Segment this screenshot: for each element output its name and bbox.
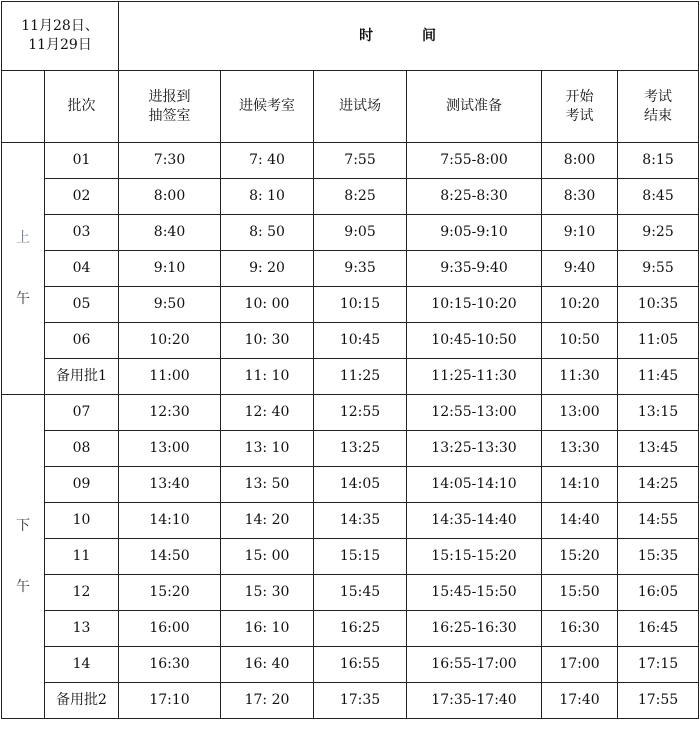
header-batch: 批次 bbox=[45, 71, 119, 143]
header-row bbox=[2, 71, 699, 143]
cell-start: 15:50 bbox=[542, 575, 618, 611]
cell-end: 9:55 bbox=[618, 251, 699, 287]
cell-start: 9:10 bbox=[542, 215, 618, 251]
cell-prep: 14:05-14:10 bbox=[407, 467, 542, 503]
cell-venue: 9:35 bbox=[314, 251, 407, 287]
cell-batch: 备用批2 bbox=[45, 683, 119, 719]
cell-end: 16:05 bbox=[618, 575, 699, 611]
period-afternoon bbox=[2, 395, 45, 719]
cell-waiting: 8: 10 bbox=[221, 179, 314, 215]
date-line-1: 11月28日、 bbox=[21, 18, 99, 34]
header-report-line-1: 进报到 bbox=[148, 88, 191, 105]
header-blank bbox=[2, 71, 45, 143]
cell-venue: 9:05 bbox=[314, 215, 407, 251]
cell-report: 9:50 bbox=[119, 287, 221, 323]
cell-report: 13:40 bbox=[119, 467, 221, 503]
cell-start: 9:40 bbox=[542, 251, 618, 287]
cell-prep: 16:55-17:00 bbox=[407, 647, 542, 683]
header-prep: 测试准备 bbox=[407, 71, 542, 143]
cell-report: 15:20 bbox=[119, 575, 221, 611]
cell-start: 13:00 bbox=[542, 395, 618, 431]
cell-waiting: 10: 00 bbox=[221, 287, 314, 323]
cell-prep: 7:55-8:00 bbox=[407, 143, 542, 179]
cell-venue: 16:25 bbox=[314, 611, 407, 647]
header-start-line-1: 开始 bbox=[565, 88, 594, 105]
table-row bbox=[2, 575, 699, 611]
cell-prep: 11:25-11:30 bbox=[407, 359, 542, 395]
header-end-line-1: 考试 bbox=[644, 88, 673, 105]
date-cell bbox=[2, 2, 119, 71]
table-row bbox=[2, 323, 699, 359]
cell-start: 17:00 bbox=[542, 647, 618, 683]
cell-venue: 17:35 bbox=[314, 683, 407, 719]
cell-start: 10:50 bbox=[542, 323, 618, 359]
cell-batch: 06 bbox=[45, 323, 119, 359]
cell-venue: 10:15 bbox=[314, 287, 407, 323]
header-report bbox=[119, 71, 221, 143]
cell-batch: 07 bbox=[45, 395, 119, 431]
cell-start: 14:40 bbox=[542, 503, 618, 539]
cell-end: 15:35 bbox=[618, 539, 699, 575]
cell-batch: 03 bbox=[45, 215, 119, 251]
header-report-line-2: 抽签室 bbox=[148, 107, 191, 124]
cell-report: 13:00 bbox=[119, 431, 221, 467]
cell-batch: 10 bbox=[45, 503, 119, 539]
cell-end: 13:45 bbox=[618, 431, 699, 467]
cell-venue: 15:45 bbox=[314, 575, 407, 611]
cell-prep: 12:55-13:00 bbox=[407, 395, 542, 431]
cell-venue: 14:05 bbox=[314, 467, 407, 503]
cell-report: 8:40 bbox=[119, 215, 221, 251]
period-gap bbox=[2, 536, 44, 578]
time-title: 时 间 bbox=[119, 2, 699, 71]
cell-start: 15:20 bbox=[542, 539, 618, 575]
title-row bbox=[2, 2, 699, 71]
cell-end: 11:45 bbox=[618, 359, 699, 395]
cell-report: 16:00 bbox=[119, 611, 221, 647]
cell-batch: 12 bbox=[45, 575, 119, 611]
table-row bbox=[2, 179, 699, 215]
table-row bbox=[2, 683, 699, 719]
period-afternoon-char-2: 午 bbox=[16, 578, 30, 595]
cell-batch: 08 bbox=[45, 431, 119, 467]
cell-waiting: 9: 20 bbox=[221, 251, 314, 287]
schedule-table bbox=[1, 1, 699, 719]
cell-end: 14:25 bbox=[618, 467, 699, 503]
cell-end: 9:25 bbox=[618, 215, 699, 251]
cell-end: 17:55 bbox=[618, 683, 699, 719]
cell-waiting: 13: 50 bbox=[221, 467, 314, 503]
cell-waiting: 7: 40 bbox=[221, 143, 314, 179]
table-row bbox=[2, 251, 699, 287]
cell-venue: 11:25 bbox=[314, 359, 407, 395]
cell-batch: 13 bbox=[45, 611, 119, 647]
cell-end: 13:15 bbox=[618, 395, 699, 431]
table-row bbox=[2, 647, 699, 683]
cell-end: 16:45 bbox=[618, 611, 699, 647]
cell-prep: 14:35-14:40 bbox=[407, 503, 542, 539]
header-start bbox=[542, 71, 618, 143]
cell-waiting: 16: 10 bbox=[221, 611, 314, 647]
date-line-2: 11月29日 bbox=[28, 37, 92, 53]
cell-waiting: 11: 10 bbox=[221, 359, 314, 395]
cell-venue: 10:45 bbox=[314, 323, 407, 359]
cell-venue: 7:55 bbox=[314, 143, 407, 179]
cell-end: 17:15 bbox=[618, 647, 699, 683]
cell-report: 12:30 bbox=[119, 395, 221, 431]
header-start-line-2: 考试 bbox=[565, 107, 594, 124]
period-morning-char-2: 午 bbox=[16, 290, 30, 307]
header-venue: 进试场 bbox=[314, 71, 407, 143]
cell-venue: 13:25 bbox=[314, 431, 407, 467]
table-row bbox=[2, 287, 699, 323]
cell-prep: 17:35-17:40 bbox=[407, 683, 542, 719]
cell-prep: 9:05-9:10 bbox=[407, 215, 542, 251]
cell-prep: 16:25-16:30 bbox=[407, 611, 542, 647]
cell-batch: 备用批1 bbox=[45, 359, 119, 395]
cell-waiting: 13: 10 bbox=[221, 431, 314, 467]
cell-report: 7:30 bbox=[119, 143, 221, 179]
cell-start: 8:30 bbox=[542, 179, 618, 215]
cell-start: 8:00 bbox=[542, 143, 618, 179]
cell-waiting: 17: 20 bbox=[221, 683, 314, 719]
cell-waiting: 16: 40 bbox=[221, 647, 314, 683]
cell-venue: 15:15 bbox=[314, 539, 407, 575]
table-row bbox=[2, 359, 699, 395]
cell-batch: 11 bbox=[45, 539, 119, 575]
cell-report: 11:00 bbox=[119, 359, 221, 395]
cell-prep: 10:15-10:20 bbox=[407, 287, 542, 323]
cell-report: 17:10 bbox=[119, 683, 221, 719]
header-waiting: 进候考室 bbox=[221, 71, 314, 143]
cell-end: 10:35 bbox=[618, 287, 699, 323]
cell-batch: 04 bbox=[45, 251, 119, 287]
header-end bbox=[618, 71, 699, 143]
table-row bbox=[2, 467, 699, 503]
cell-prep: 13:25-13:30 bbox=[407, 431, 542, 467]
cell-prep: 8:25-8:30 bbox=[407, 179, 542, 215]
cell-start: 14:10 bbox=[542, 467, 618, 503]
cell-waiting: 8: 50 bbox=[221, 215, 314, 251]
cell-end: 8:45 bbox=[618, 179, 699, 215]
cell-report: 10:20 bbox=[119, 323, 221, 359]
cell-start: 11:30 bbox=[542, 359, 618, 395]
cell-start: 17:40 bbox=[542, 683, 618, 719]
table-row bbox=[2, 503, 699, 539]
cell-waiting: 15: 00 bbox=[221, 539, 314, 575]
cell-prep: 9:35-9:40 bbox=[407, 251, 542, 287]
cell-prep: 10:45-10:50 bbox=[407, 323, 542, 359]
cell-batch: 02 bbox=[45, 179, 119, 215]
cell-report: 8:00 bbox=[119, 179, 221, 215]
cell-start: 10:20 bbox=[542, 287, 618, 323]
cell-end: 11:05 bbox=[618, 323, 699, 359]
table-row bbox=[2, 215, 699, 251]
cell-venue: 12:55 bbox=[314, 395, 407, 431]
period-morning-char-1: 上 bbox=[16, 229, 30, 246]
cell-end: 14:55 bbox=[618, 503, 699, 539]
cell-waiting: 10: 30 bbox=[221, 323, 314, 359]
cell-report: 14:50 bbox=[119, 539, 221, 575]
cell-batch: 09 bbox=[45, 467, 119, 503]
cell-waiting: 14: 20 bbox=[221, 503, 314, 539]
cell-start: 16:30 bbox=[542, 611, 618, 647]
table-row bbox=[2, 539, 699, 575]
table-row bbox=[2, 143, 699, 179]
cell-batch: 01 bbox=[45, 143, 119, 179]
cell-waiting: 15: 30 bbox=[221, 575, 314, 611]
cell-start: 13:30 bbox=[542, 431, 618, 467]
cell-batch: 05 bbox=[45, 287, 119, 323]
table-row bbox=[2, 395, 699, 431]
period-morning bbox=[2, 143, 45, 395]
cell-batch: 14 bbox=[45, 647, 119, 683]
header-end-line-2: 结束 bbox=[644, 107, 673, 124]
cell-venue: 14:35 bbox=[314, 503, 407, 539]
table-row bbox=[2, 431, 699, 467]
period-afternoon-char-1: 下 bbox=[16, 517, 30, 534]
cell-waiting: 12: 40 bbox=[221, 395, 314, 431]
cell-prep: 15:45-15:50 bbox=[407, 575, 542, 611]
cell-venue: 16:55 bbox=[314, 647, 407, 683]
cell-report: 9:10 bbox=[119, 251, 221, 287]
cell-prep: 15:15-15:20 bbox=[407, 539, 542, 575]
cell-report: 16:30 bbox=[119, 647, 221, 683]
cell-venue: 8:25 bbox=[314, 179, 407, 215]
period-gap bbox=[2, 248, 44, 290]
cell-end: 8:15 bbox=[618, 143, 699, 179]
cell-report: 14:10 bbox=[119, 503, 221, 539]
table-row bbox=[2, 611, 699, 647]
